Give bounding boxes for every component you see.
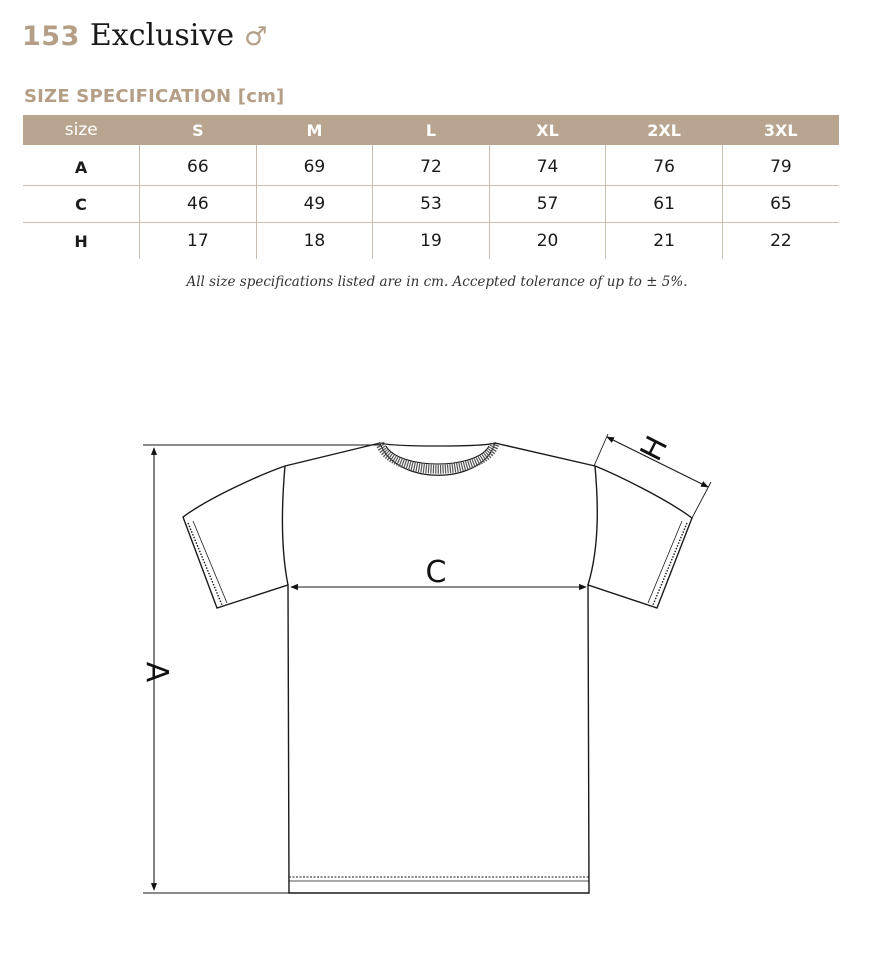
size-header-cell: size — [23, 115, 140, 145]
table-cell: 72 — [373, 145, 490, 186]
table-cell: 65 — [722, 186, 839, 223]
table-cell: 66 — [140, 145, 257, 186]
table-cell: 20 — [489, 223, 606, 260]
dimension-h — [594, 431, 711, 518]
table-cell: 69 — [256, 145, 373, 186]
table-cell: 18 — [256, 223, 373, 260]
size-header-cell: XL — [489, 115, 606, 145]
row-label: A — [23, 145, 140, 186]
dimension-a — [139, 445, 380, 893]
size-header-cell: L — [373, 115, 490, 145]
table-cell: 76 — [606, 145, 723, 186]
collar-rib — [380, 443, 495, 475]
table-cell: 49 — [256, 186, 373, 223]
table-cell: 79 — [722, 145, 839, 186]
size-header-cell: S — [140, 115, 257, 145]
male-gender-icon: ♂ — [244, 22, 268, 52]
size-header-cell: 2XL — [606, 115, 723, 145]
tshirt-outline — [183, 443, 692, 893]
row-label: H — [74, 231, 88, 251]
product-number: 153 — [22, 21, 80, 52]
dimension-c — [291, 555, 586, 590]
table-cell: 46 — [140, 186, 257, 223]
dimension-a-label: A — [139, 661, 174, 683]
size-header-cell: M — [256, 115, 373, 145]
row-label: C — [23, 186, 140, 223]
size-header-cell: 3XL — [722, 115, 839, 145]
table-cell: 61 — [606, 186, 723, 223]
table-cell: 53 — [373, 186, 490, 223]
dimension-c-label: C — [425, 555, 447, 590]
table-cell: 22 — [722, 223, 839, 260]
dimension-h-label: H — [633, 430, 676, 467]
table-cell: 74 — [489, 145, 606, 186]
table-cell: 17 — [140, 223, 257, 260]
product-name: Exclusive — [89, 18, 235, 53]
table-cell: 57 — [489, 186, 606, 223]
table-cell: 19 — [373, 223, 490, 260]
table-cell: 21 — [606, 223, 723, 260]
tolerance-note: All size specifications listed are in cm. Accepted tolerance of up to ± 5%. — [186, 274, 688, 290]
size-spec-heading: SIZE SPECIFICATION [cm] — [24, 86, 285, 107]
